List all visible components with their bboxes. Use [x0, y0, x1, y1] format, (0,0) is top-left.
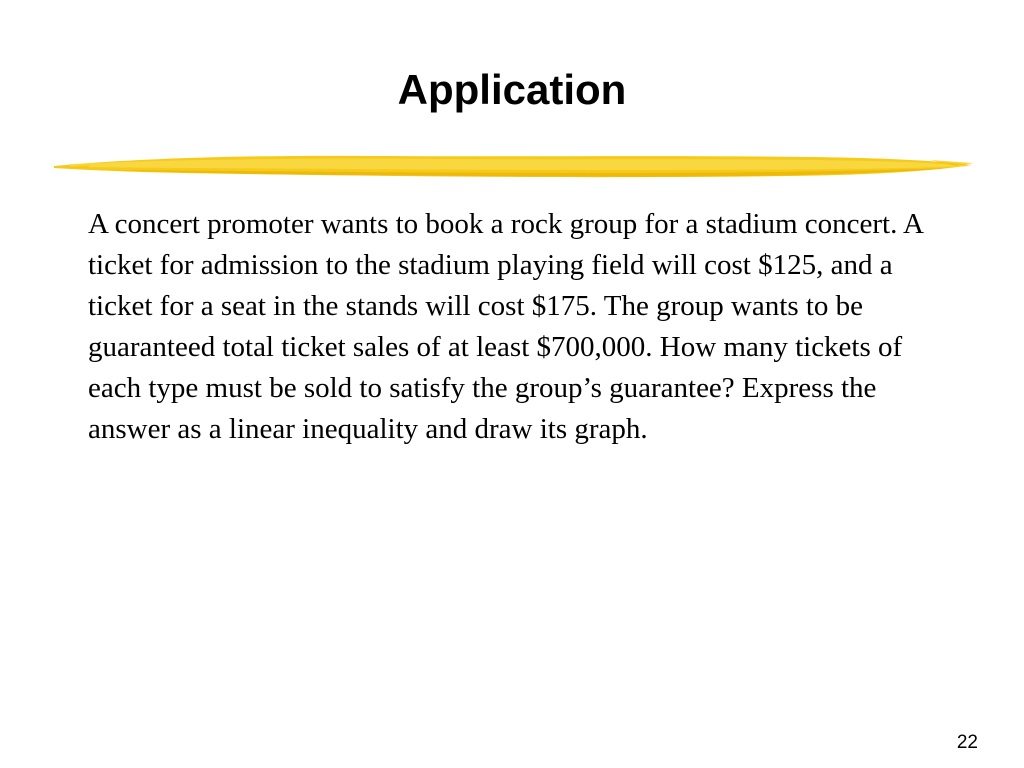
slide-title: Application	[397, 66, 627, 113]
slide-number: 22	[956, 732, 978, 753]
yellow-brush-stroke-divider	[50, 146, 975, 186]
problem-text: A concert promoter wants to book a rock group for a stadium concert. A ticket for admission to the stadium playing field will cost $125, and a ticket for a seat in the stands will cost $175. The group wants to be guaranteed total ticket sales of at least $700,000. How many tickets of each type must be sold to satisfy the group’s guarantee? Express the answer as a linear inequality and draw its graph.	[88, 208, 923, 445]
